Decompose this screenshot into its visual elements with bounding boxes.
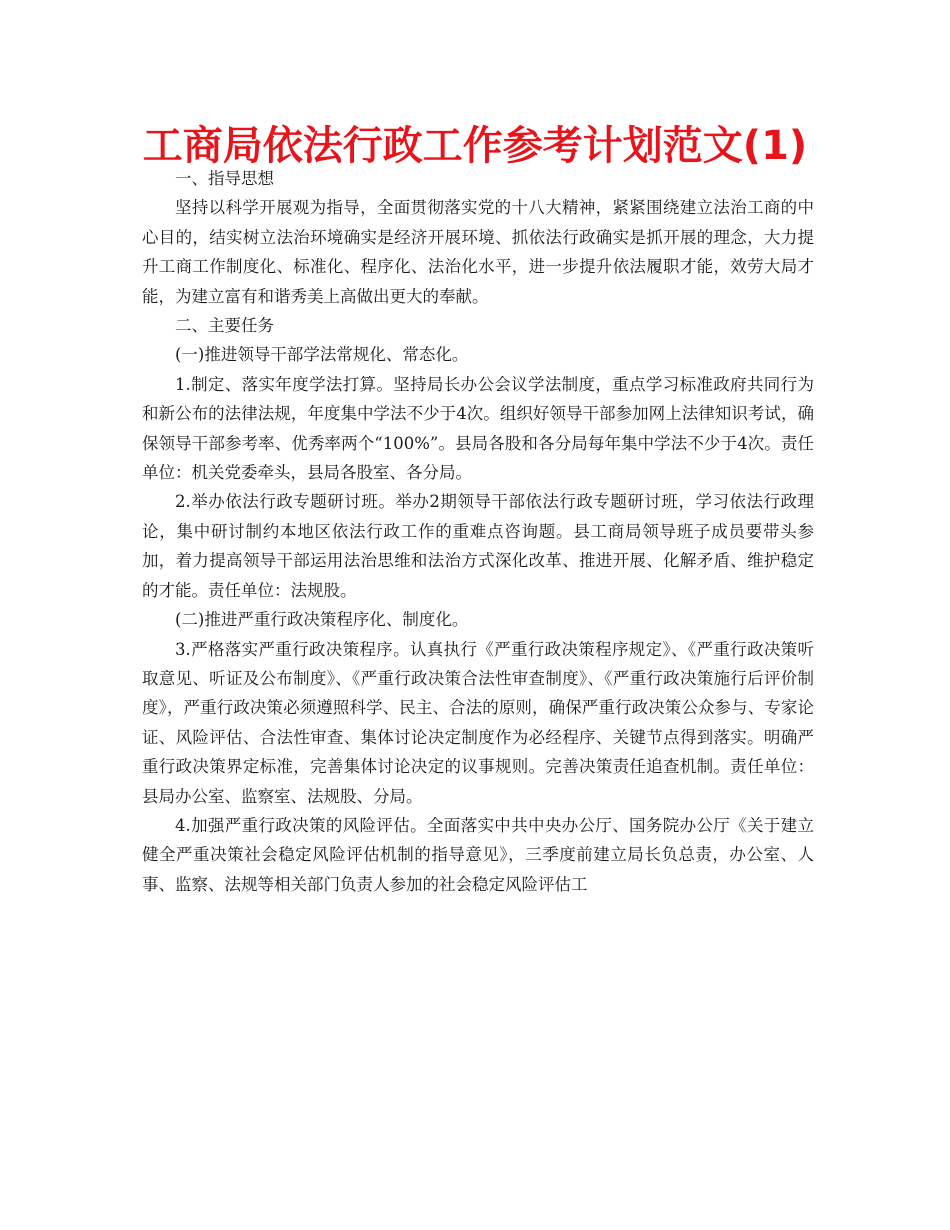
- subsection-heading-1: (一)推进领导干部学法常规化、常态化。: [175, 345, 469, 365]
- section-heading-guiding-thought: 一、指导思想: [175, 169, 274, 188]
- document-body: [142, 164, 814, 899]
- paragraph-item-3: 3.严格落实严重行政决策程序。认真执行《严重行政决策程序规定》、《严重行政决策听取意见、听证及公布制度》、《严重行政决策合法性审查制度》、《严重行政决策施行后评价制度》，严重行政决策必须遵照科学、民主、合法的原则，确保严重行政决策公众参与、专家论证、风险评估、合法性审查、集体讨论决定制度作为必经程序、关键节点得到落实。明确严重行政决策界定标准，完善集体讨论决定的议事规则。完善决策责任追查机制。责任单位：县局办公室、监察室、法规股、分局。: [142, 639, 814, 806]
- paragraph-guiding-thought: 坚持以科学开展观为指导，全面贯彻落实党的十八大精神，紧紧围绕建立法治工商的中心目的，结实树立法治环境确实是经济开展环境、抓依法行政确实是抓开展的理念，大力提升工商工作制度化、标准化、程序化、法治化水平，进一步提升依法履职才能，效劳大局才能，为建立富有和谐秀美上高做出更大的奉献。: [142, 198, 814, 306]
- paragraph-item-1: 1.制定、落实年度学法打算。坚持局长办公会议学法制度，重点学习标准政府共同行为和新公布的法律法规，年度集中学法不少于4次。组织好领导干部参加网上法律知识考试，确保领导干部参考率、优秀率两个“100%”。县局各股和各分局每年集中学法不少于4次。责任单位：机关党委牵头，县局各股室、各分局。: [142, 374, 814, 483]
- section-heading-main-tasks: 二、主要任务: [175, 316, 274, 336]
- subsection-heading-2: (二)推进严重行政决策程序化、制度化。: [175, 610, 469, 630]
- paragraph-item-2: 2.举办依法行政专题研讨班。举办2期领导干部依法行政专题研讨班，学习依法行政理论，集中研讨制约本地区依法行政工作的重难点咨询题。县工商局领导班子成员要带头参加，着力提高领导干部运用法治思维和法治方式深化改革、推进开展、化解矛盾、维护稳定的才能。责任单位：法规股。: [142, 492, 814, 600]
- document-title: 工商局依法行政工作参考计划范文(1): [142, 123, 808, 169]
- paragraph-item-4: 4.加强严重行政决策的风险评估。全面落实中共中央办公厅、国务院办公厅《关于建立健全严重决策社会稳定风险评估机制的指导意见》，三季度前建立局长负总责，办公室、人事、监察、法规等相关部门负责人参加的社会稳定风险评估工: [142, 815, 814, 894]
